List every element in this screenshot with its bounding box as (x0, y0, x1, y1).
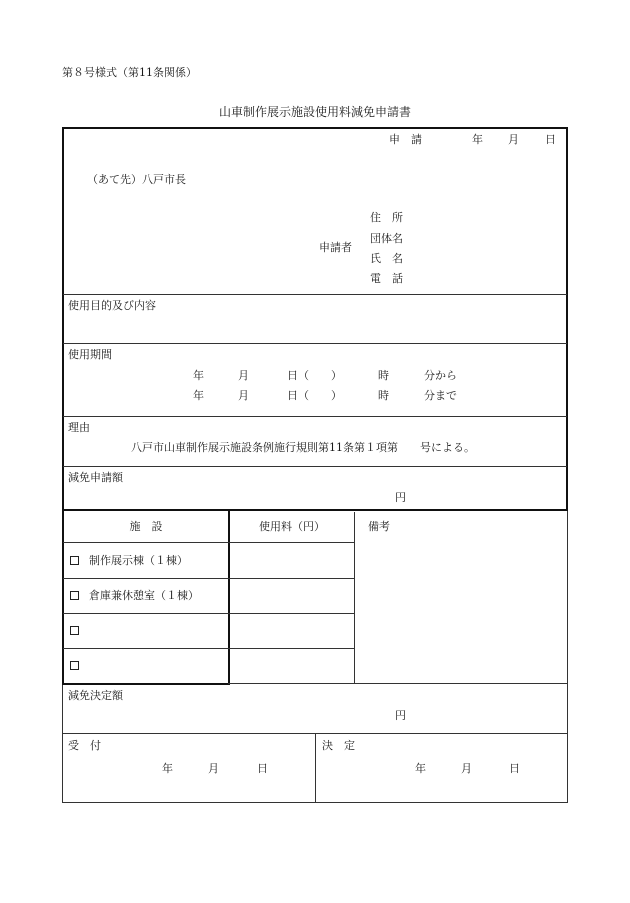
period-start-day: 日（ ） (287, 369, 342, 382)
table-row3-divider (63, 648, 354, 649)
receipt-month: 月 (208, 762, 219, 775)
remarks-header: 備考 (368, 520, 390, 533)
table-row2-divider (63, 613, 354, 614)
facility-table-left-thick (62, 511, 64, 684)
period-end-year: 年 (193, 389, 204, 402)
applicant-organization-label: 団体名 (370, 232, 403, 245)
facility-row (70, 625, 89, 636)
reduction-request-label: 減免申請額 (68, 471, 123, 484)
decision-label: 決 定 (322, 739, 355, 752)
fee-column-divider (354, 512, 355, 683)
fee-header: 使用料（円） (259, 520, 325, 533)
period-end-hour: 時 (378, 389, 389, 402)
application-date-month: 月 (508, 133, 519, 146)
period-start-suffix: 分から (424, 369, 457, 382)
period-end-suffix: 分まで (424, 389, 457, 402)
facility-row-label: 倉庫兼休憩室（１棟） (89, 589, 199, 602)
purpose-label: 使用目的及び内容 (68, 299, 156, 312)
facility-row (70, 660, 89, 671)
facility-row-label: 制作展示棟（１棟） (89, 554, 188, 567)
applicant-label: 申請者 (319, 241, 352, 254)
application-date-year: 年 (472, 133, 483, 146)
checkbox[interactable] (70, 556, 79, 565)
receipt-day: 日 (257, 762, 268, 775)
form-title: 山車制作展示施設使用料減免申請書 (218, 105, 411, 119)
table-header-divider (63, 542, 354, 543)
applicant-name-label: 氏 名 (370, 252, 403, 265)
table-row1-divider (63, 578, 354, 579)
application-date-label: 申 請 (389, 133, 422, 146)
checkbox[interactable] (70, 626, 79, 635)
period-start-month: 月 (238, 369, 249, 382)
divider-purpose-period (63, 343, 567, 344)
form-number: 第８号様式（第11条関係） (62, 66, 197, 79)
receipt-year: 年 (162, 762, 173, 775)
addressee: （あて先）八戸市長 (87, 173, 186, 186)
facility-header: 施 設 (129, 520, 163, 533)
divider-table-decision (228, 683, 567, 684)
reduction-decision-unit: 円 (395, 709, 406, 722)
decision-day: 日 (509, 762, 520, 775)
decision-year: 年 (415, 762, 426, 775)
checkbox[interactable] (70, 591, 79, 600)
divider-applicant-purpose (63, 294, 567, 295)
facility-row (70, 555, 188, 566)
divider-period-reason (63, 416, 567, 417)
applicant-address-label: 住 所 (370, 211, 403, 224)
period-start-year: 年 (193, 369, 204, 382)
divider-reason-request (63, 466, 567, 467)
checkbox[interactable] (70, 661, 79, 670)
reason-text: 八戸市山車制作展示施設条例施行規則第11条第１項第 号による。 (131, 441, 475, 454)
application-date-day: 日 (545, 133, 556, 146)
period-end-day: 日（ ） (287, 389, 342, 402)
reason-label: 理由 (68, 421, 90, 434)
receipt-label: 受 付 (68, 739, 101, 752)
applicant-phone-label: 電 話 (370, 272, 403, 285)
facility-table-right-thick (228, 511, 230, 684)
period-end-month: 月 (238, 389, 249, 402)
period-label: 使用期間 (68, 348, 112, 361)
period-start-hour: 時 (378, 369, 389, 382)
lower-bottom-border (62, 802, 568, 803)
decision-month: 月 (461, 762, 472, 775)
lower-right-border (567, 511, 568, 802)
facility-table-bottom-thick (62, 683, 230, 685)
reduction-decision-label: 減免決定額 (68, 689, 123, 702)
reduction-request-unit: 円 (395, 491, 406, 504)
receipt-decision-divider (315, 733, 316, 802)
facility-row (70, 590, 199, 601)
